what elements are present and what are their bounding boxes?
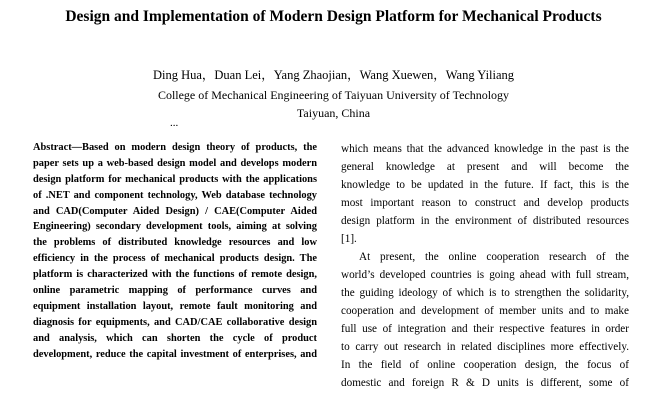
- abstract-line: platform is characterized with the functions of remote design,: [33, 269, 317, 281]
- abstract-line: efficiency in the process of mechanical products design. The: [33, 253, 317, 265]
- abstract-line: and analysis, which can shorten the cycle of product: [33, 332, 317, 344]
- abstract-line: diagnosis for equipments, and CAD/CAE collaborative design: [33, 316, 317, 328]
- abstract-line: Engineering) secondary development tools, aiming at solving: [33, 221, 317, 233]
- affiliation-city: Taiyuan, China: [296, 106, 371, 120]
- body-line: to carry out research in related disciplines more effectively.: [341, 341, 629, 353]
- abstract-column: [33, 140, 317, 362]
- body-line: most important reason to construct and develop products: [341, 197, 629, 209]
- author-list: Ding Hua，Duan Lei，Yang Zhaojian，Wang Xuewen，Wang Yiliang: [152, 68, 515, 82]
- abstract-line: and CAD(Computer Aided Design) / CAE(Computer Aided: [33, 205, 317, 217]
- body-line: design platform in the environment of distributed resources: [341, 215, 629, 227]
- body-line: cooperation and development of member units and to make: [341, 305, 629, 317]
- abstract-line: paper sets up a web-based design model and develops modern: [33, 157, 317, 169]
- abstract-line: design platform for mechanical products with the applications: [33, 173, 317, 185]
- abstract-line: equipment installation layout, remote fault monitoring and: [33, 300, 317, 312]
- body-line: which means that the advanced knowledge in the past is the: [341, 143, 629, 155]
- body-line: general knowledge at present and will become the: [341, 161, 629, 173]
- body-line: full use of integration and their respective features in order: [341, 323, 629, 335]
- body-line: [1].: [341, 233, 357, 245]
- body-column: [341, 140, 629, 392]
- abstract-line: of .NET and component technology, Web database technology: [33, 189, 317, 201]
- body-line: In the field of online cooperation design, the focus of: [341, 359, 629, 371]
- body-line: world’s developed countries is going ahead with full stream,: [341, 269, 629, 281]
- affiliation: College of Mechanical Engineering of Taiyuan University of Technology: [157, 88, 510, 102]
- body-line: At present, the online cooperation research of the: [359, 251, 629, 263]
- body-line: the guiding ideology of which is to strengthen the solidarity,: [341, 287, 629, 299]
- body-line: knowledge to be updated in the future. If fact, this is the: [341, 179, 629, 191]
- abstract-line: Abstract—Based on modern design theory of products, the: [33, 142, 317, 153]
- clipped-text: ...: [170, 117, 179, 129]
- abstract-line: development, reduce the capital investment of enterprises, and: [33, 348, 317, 360]
- abstract-line: online parametric mapping of performance curves and: [33, 285, 317, 297]
- paper-title: Design and Implementation of Modern Design Platform for Mechanical Products: [65, 8, 602, 25]
- abstract-line: the problems of distributed knowledge resources and low: [33, 237, 317, 249]
- body-line: domestic and foreign R & D units is different, some of: [341, 377, 629, 389]
- clipped-text-fragment: [170, 117, 410, 132]
